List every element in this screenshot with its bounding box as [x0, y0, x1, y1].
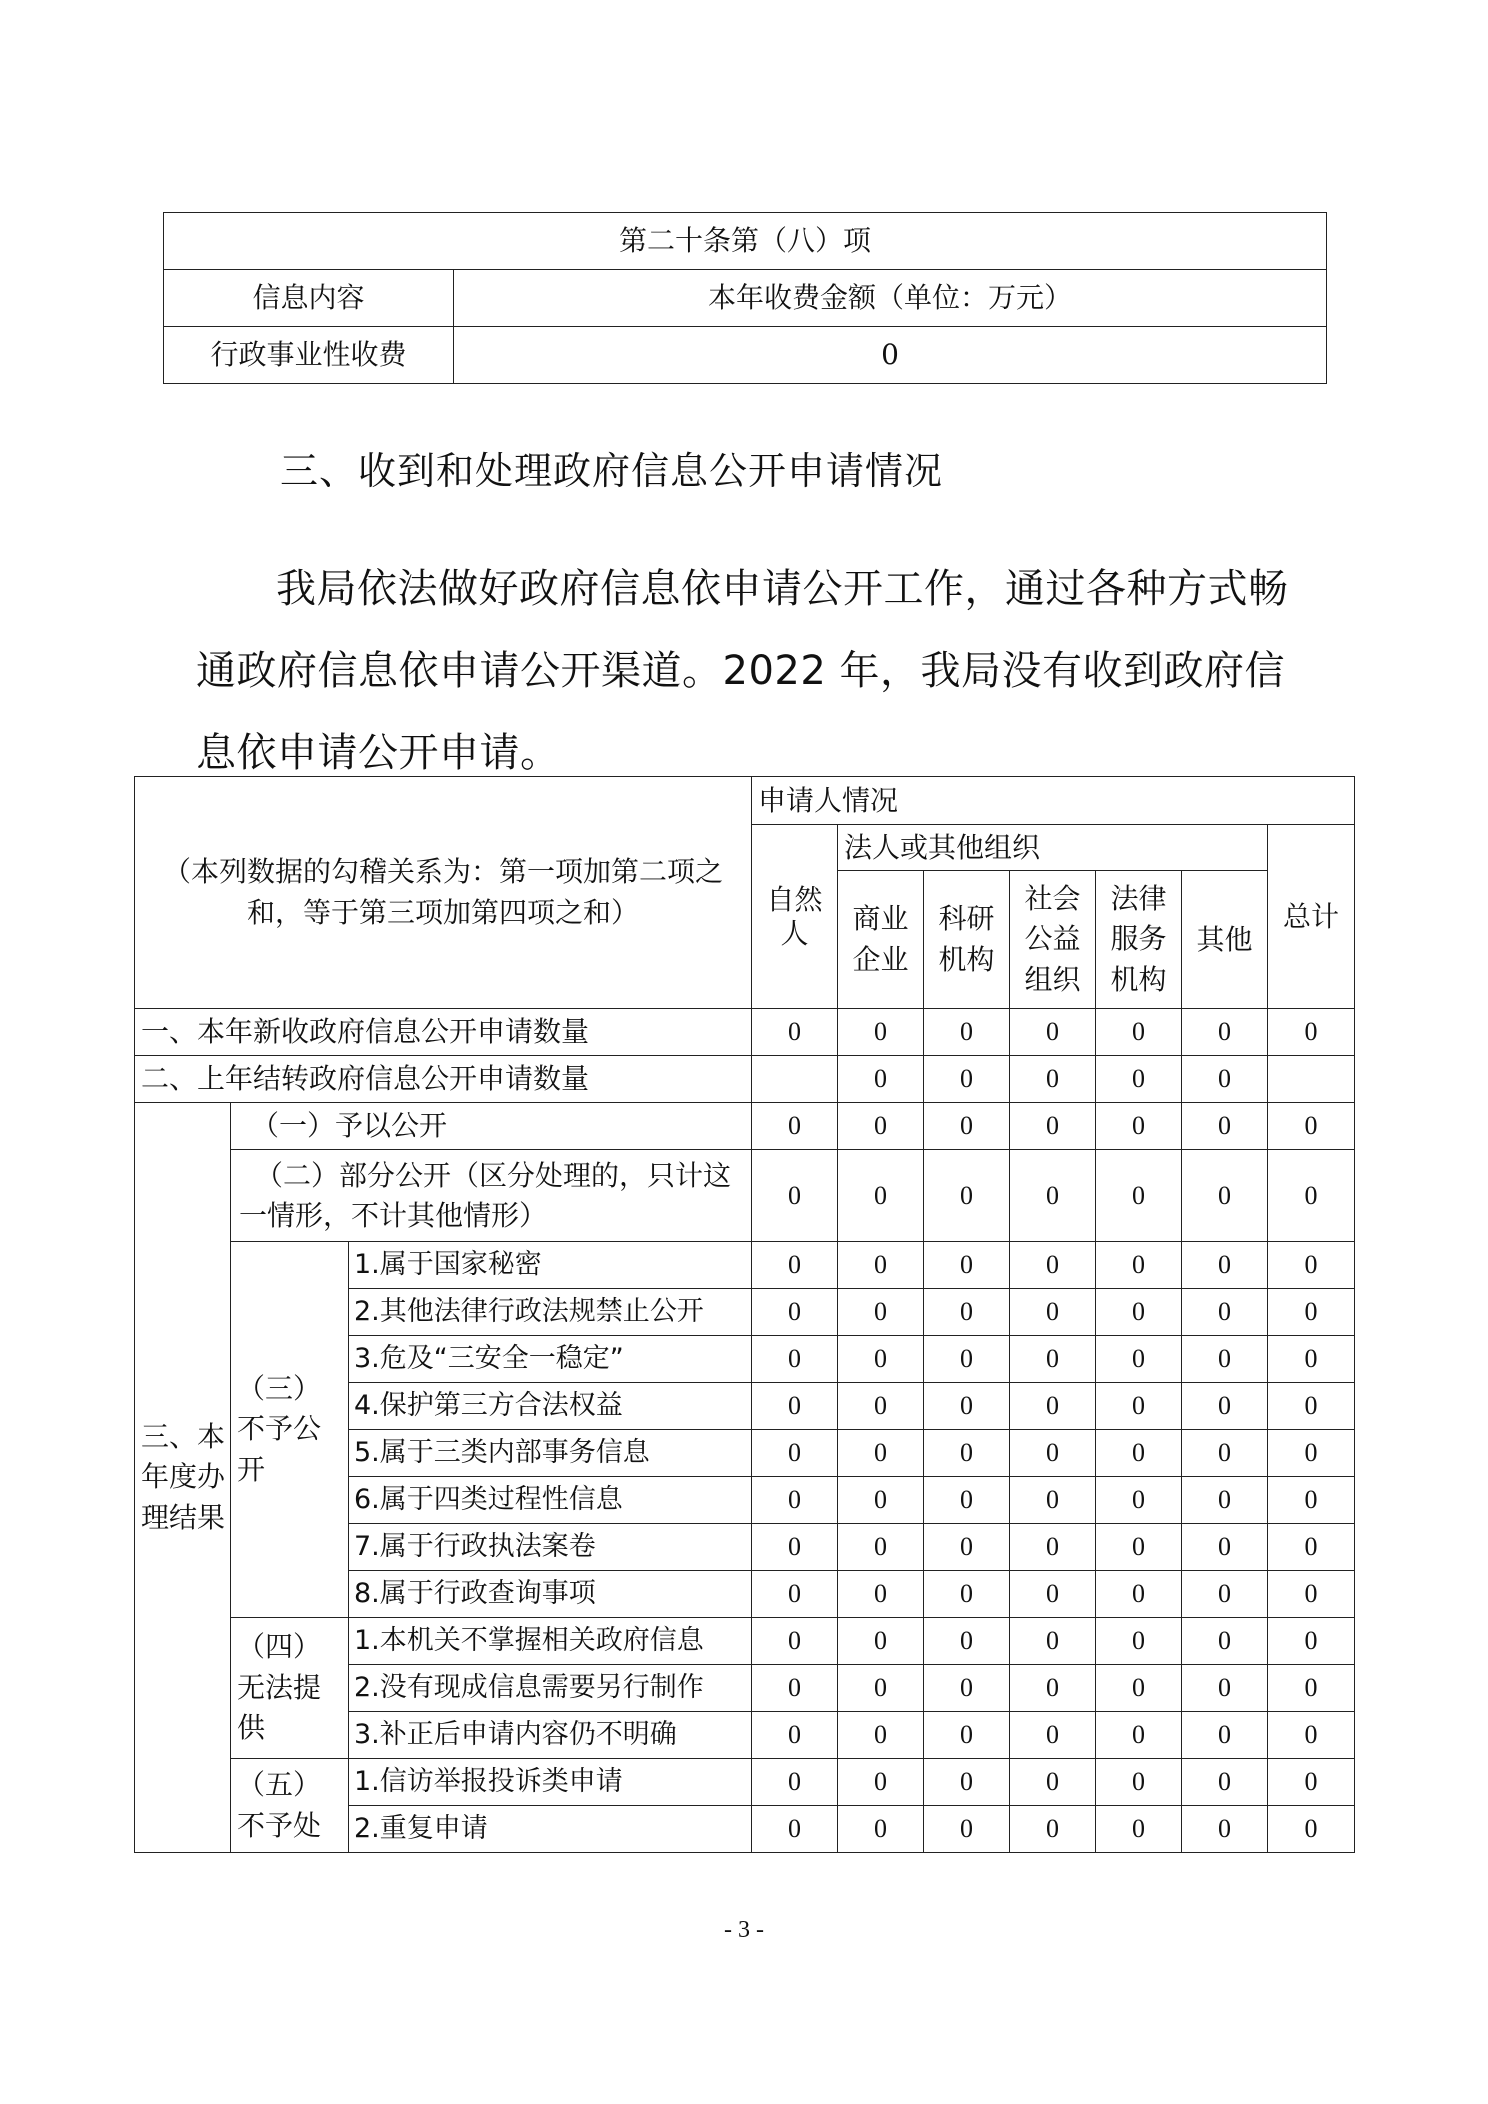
value-cell: 0	[924, 1571, 1010, 1618]
value-cell: 0	[838, 1571, 924, 1618]
fee-col1-header: 信息内容	[164, 270, 454, 327]
value-cell: 0	[924, 1806, 1010, 1853]
value-cell: 0	[752, 1150, 838, 1242]
row-label: 4.保护第三方合法权益	[349, 1383, 752, 1430]
value-cell: 0	[838, 1759, 924, 1806]
row-label: 3.危及“三安全一稳定”	[349, 1336, 752, 1383]
value-cell: 0	[1268, 1712, 1355, 1759]
value-cell: 0	[1182, 1056, 1268, 1103]
value-cell: 0	[1182, 1477, 1268, 1524]
row-label: 一、本年新收政府信息公开申请数量	[135, 1009, 752, 1056]
row-label: （二）部分公开（区分处理的，只计这一情形，不计其他情形）	[231, 1150, 752, 1242]
value-cell: 0	[1010, 1336, 1096, 1383]
value-cell: 0	[1010, 1665, 1096, 1712]
value-cell: 0	[1096, 1806, 1182, 1853]
value-cell: 0	[924, 1477, 1010, 1524]
value-cell: 0	[924, 1618, 1010, 1665]
value-cell: 0	[924, 1336, 1010, 1383]
value-cell: 0	[1010, 1103, 1096, 1150]
value-cell: 0	[1182, 1150, 1268, 1242]
value-cell: 0	[1268, 1150, 1355, 1242]
value-cell: 0	[924, 1150, 1010, 1242]
value-cell: 0	[1182, 1430, 1268, 1477]
value-cell: 0	[1268, 1430, 1355, 1477]
value-cell: 0	[1182, 1103, 1268, 1150]
row-label: 2.其他法律行政法规禁止公开	[349, 1289, 752, 1336]
section3-label: 三、本年度办理结果	[135, 1103, 231, 1853]
value-cell: 0	[752, 1289, 838, 1336]
value-cell: 0	[924, 1712, 1010, 1759]
header-note: （本列数据的勾稽关系为：第一项加第二项之和，等于第三项加第四项之和）	[135, 777, 752, 1009]
value-cell: 0	[1096, 1712, 1182, 1759]
value-cell: 0	[838, 1430, 924, 1477]
value-cell: 0	[1268, 1383, 1355, 1430]
value-cell: 0	[1182, 1242, 1268, 1289]
value-cell: 0	[1182, 1336, 1268, 1383]
value-cell: 0	[1010, 1524, 1096, 1571]
value-cell: 0	[924, 1665, 1010, 1712]
value-cell: 0	[1096, 1430, 1182, 1477]
fee-table	[163, 212, 1327, 384]
fee-table-title: 第二十条第（八）项	[164, 213, 1327, 270]
row-label: 8.属于行政查询事项	[349, 1571, 752, 1618]
value-cell: 0	[1010, 1009, 1096, 1056]
row-label: 二、上年结转政府信息公开申请数量	[135, 1056, 752, 1103]
legal-person-header: 法人或其他组织	[838, 825, 1268, 871]
value-cell: 0	[1096, 1150, 1182, 1242]
value-cell: 0	[1096, 1665, 1182, 1712]
value-cell: 0	[838, 1056, 924, 1103]
value-cell: 0	[1268, 1759, 1355, 1806]
value-cell: 0	[838, 1150, 924, 1242]
value-cell: 0	[838, 1383, 924, 1430]
value-cell: 0	[1010, 1712, 1096, 1759]
legal-service-header: 法律服务机构	[1096, 871, 1182, 1009]
row-label: 3.补正后申请内容仍不明确	[349, 1712, 752, 1759]
value-cell: 0	[1268, 1242, 1355, 1289]
row-label: 2.重复申请	[349, 1806, 752, 1853]
value-cell: 0	[924, 1383, 1010, 1430]
row-label: 7.属于行政执法案卷	[349, 1524, 752, 1571]
row-label: （一）予以公开	[231, 1103, 752, 1150]
value-cell: 0	[924, 1524, 1010, 1571]
value-cell: 0	[1010, 1383, 1096, 1430]
row-label: 1.本机关不掌握相关政府信息	[349, 1618, 752, 1665]
value-cell: 0	[1182, 1665, 1268, 1712]
value-cell: 0	[1268, 1009, 1355, 1056]
value-cell: 0	[752, 1430, 838, 1477]
value-cell	[1268, 1056, 1355, 1103]
natural-person-header: 自然人	[752, 825, 838, 1009]
value-cell: 0	[1182, 1009, 1268, 1056]
value-cell: 0	[1096, 1571, 1182, 1618]
value-cell: 0	[1268, 1618, 1355, 1665]
public-welfare-header: 社会公益组织	[1010, 871, 1096, 1009]
commercial-header: 商业企业	[838, 871, 924, 1009]
fee-row-label: 行政事业性收费	[164, 327, 454, 384]
value-cell: 0	[924, 1430, 1010, 1477]
row-label: 1.属于国家秘密	[349, 1242, 752, 1289]
value-cell: 0	[924, 1056, 1010, 1103]
value-cell: 0	[924, 1289, 1010, 1336]
value-cell: 0	[1268, 1477, 1355, 1524]
value-cell: 0	[1096, 1759, 1182, 1806]
value-cell: 0	[1182, 1383, 1268, 1430]
intro-paragraph: 我局依法做好政府信息依申请公开工作，通过各种方式畅通政府信息依申请公开渠道。2022 年，我局没有收到政府信息依申请公开申请。	[196, 566, 1289, 776]
value-cell: 0	[1096, 1289, 1182, 1336]
value-cell: 0	[1096, 1336, 1182, 1383]
value-cell: 0	[752, 1618, 838, 1665]
value-cell: 0	[752, 1103, 838, 1150]
total-header: 总计	[1268, 825, 1355, 1009]
value-cell: 0	[1096, 1242, 1182, 1289]
value-cell: 0	[1096, 1103, 1182, 1150]
value-cell: 0	[752, 1806, 838, 1853]
fee-row-value: 0	[454, 327, 1327, 384]
row-label: 2.没有现成信息需要另行制作	[349, 1665, 752, 1712]
value-cell: 0	[924, 1759, 1010, 1806]
value-cell: 0	[1268, 1524, 1355, 1571]
value-cell: 0	[1268, 1336, 1355, 1383]
group-label: （三）不予公开	[231, 1242, 349, 1618]
section-heading: 三、收到和处理政府信息公开申请情况	[280, 449, 944, 493]
value-cell: 0	[924, 1009, 1010, 1056]
fee-col2-header: 本年收费金额（单位：万元）	[454, 270, 1327, 327]
value-cell: 0	[752, 1759, 838, 1806]
value-cell: 0	[1182, 1618, 1268, 1665]
value-cell: 0	[1010, 1056, 1096, 1103]
value-cell: 0	[1096, 1477, 1182, 1524]
application-table	[134, 776, 1355, 1853]
value-cell: 0	[1010, 1806, 1096, 1853]
value-cell: 0	[1010, 1477, 1096, 1524]
value-cell: 0	[838, 1336, 924, 1383]
value-cell: 0	[1182, 1289, 1268, 1336]
value-cell: 0	[1010, 1242, 1096, 1289]
value-cell: 0	[838, 1289, 924, 1336]
value-cell: 0	[1010, 1571, 1096, 1618]
page-number: - 3 -	[724, 1917, 764, 1943]
group-label: （四）无法提供	[231, 1618, 349, 1759]
value-cell: 0	[838, 1665, 924, 1712]
value-cell: 0	[1010, 1759, 1096, 1806]
value-cell: 0	[1096, 1056, 1182, 1103]
value-cell: 0	[752, 1009, 838, 1056]
value-cell: 0	[838, 1103, 924, 1150]
value-cell: 0	[838, 1009, 924, 1056]
value-cell: 0	[752, 1242, 838, 1289]
value-cell: 0	[838, 1242, 924, 1289]
value-cell: 0	[1268, 1665, 1355, 1712]
group-label: （五）不予处	[231, 1759, 349, 1853]
value-cell: 0	[924, 1103, 1010, 1150]
value-cell: 0	[752, 1712, 838, 1759]
value-cell: 0	[1182, 1571, 1268, 1618]
value-cell	[752, 1056, 838, 1103]
value-cell: 0	[752, 1524, 838, 1571]
research-header: 科研机构	[924, 871, 1010, 1009]
row-label: 5.属于三类内部事务信息	[349, 1430, 752, 1477]
value-cell: 0	[752, 1336, 838, 1383]
value-cell: 0	[1096, 1618, 1182, 1665]
row-label: 6.属于四类过程性信息	[349, 1477, 752, 1524]
value-cell: 0	[1182, 1712, 1268, 1759]
value-cell: 0	[1096, 1383, 1182, 1430]
value-cell: 0	[838, 1806, 924, 1853]
value-cell: 0	[1096, 1009, 1182, 1056]
value-cell: 0	[1010, 1618, 1096, 1665]
value-cell: 0	[1268, 1289, 1355, 1336]
value-cell: 0	[1010, 1430, 1096, 1477]
value-cell: 0	[752, 1665, 838, 1712]
value-cell: 0	[752, 1383, 838, 1430]
other-header: 其他	[1182, 871, 1268, 1009]
value-cell: 0	[838, 1477, 924, 1524]
value-cell: 0	[752, 1477, 838, 1524]
value-cell: 0	[924, 1242, 1010, 1289]
value-cell: 0	[1268, 1571, 1355, 1618]
value-cell: 0	[838, 1712, 924, 1759]
value-cell: 0	[1182, 1806, 1268, 1853]
value-cell: 0	[752, 1571, 838, 1618]
row-label: 1.信访举报投诉类申请	[349, 1759, 752, 1806]
value-cell: 0	[1010, 1150, 1096, 1242]
value-cell: 0	[838, 1618, 924, 1665]
value-cell: 0	[1182, 1759, 1268, 1806]
value-cell: 0	[1096, 1524, 1182, 1571]
value-cell: 0	[1268, 1806, 1355, 1853]
applicant-header: 申请人情况	[752, 777, 1355, 825]
value-cell: 0	[1010, 1289, 1096, 1336]
value-cell: 0	[838, 1524, 924, 1571]
value-cell: 0	[1268, 1103, 1355, 1150]
value-cell: 0	[1182, 1524, 1268, 1571]
